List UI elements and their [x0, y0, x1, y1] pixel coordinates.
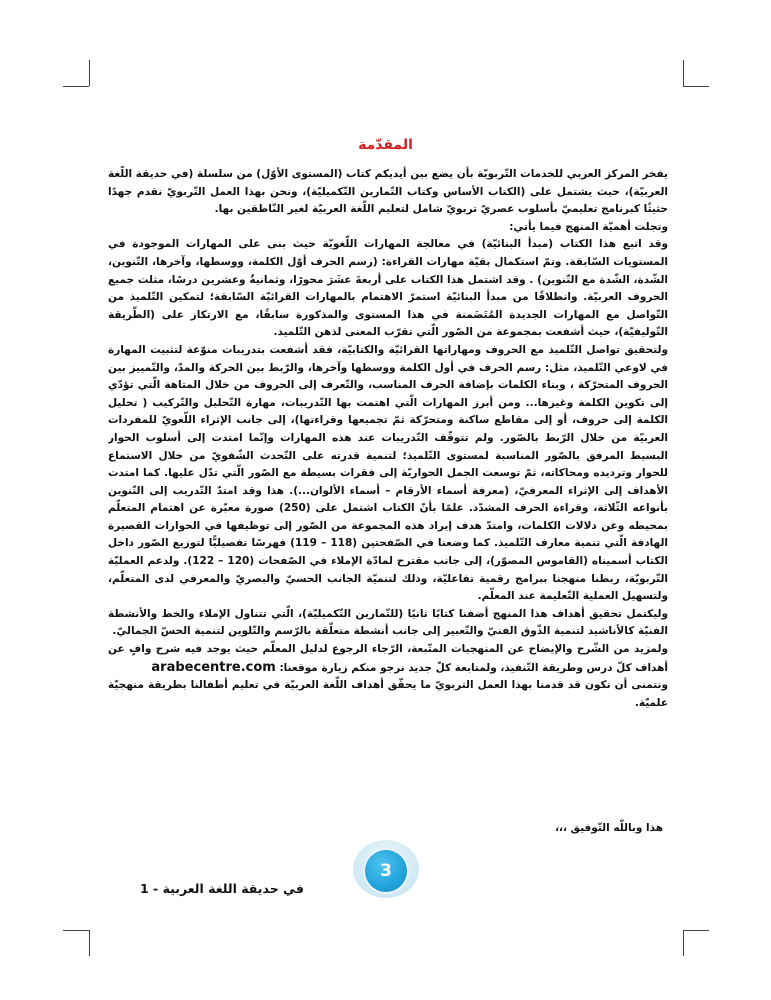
website-link[interactable]: arabecentre.com: [151, 659, 276, 675]
paragraph-second-book: وليكتمل تحقيق أهداف هذا المنهج أضفنا كتابًا ثانيًا (للتّمارين التّكميليّة)، الّتي تتناول الإملاء والخط والأنشطة الفنيّة كالأناشيد لتنمية الذّوق الفنيّ والتّعبير إلى جانب أنشطة متعلّقة بالرّسم والتّلوين لتنمية الحسّ الجماليّ.: [108, 607, 668, 638]
paragraph-closing: ونتمنى أن نكون قد قدمنا بهذا العمل التربويّ ما يحقّق أهداف اللّغة العربيّة في تعليم أطفالنا بطريقة منهجيّة علميّة.: [108, 679, 668, 709]
paragraph-method: وقد اتبع هذا الكتاب (مبدأ البنائيّة) في معالجة المهارات اللّغويّة حيث بنى على المهارات الموجودة في المستويات السّابقة. وتمّ استكمال بقيّة مهارات القراءة: (رسم الحرف أوّل الكلمة، ووسطها، وآخرها، التّنوين، الشّدة، الشّدة مع التّنوين) . وقد اشتمل هذا الكتاب على أربعةَ عشَرَ محورًا، وثمانيةٌ وعشرين درسًا، مثلت جميع الحروف العربيّة. وانطلاقًا من مبدأ البنائيّة استمرّ الاهتمام بالمهارات القرائيّة السّابقة؛ لتمكين التّلميذ من التّواصل مع المهارات الجديدة المُتَضَمنة في هذا المستوى والمذكورة سابقًا، مع الارتكاز على (الطّريقة التّوليفيّة)، حيث أشفعت بمجموعة من الصّور الّتي تقرّب المعنى لذهن التّلميذ.: [108, 238, 668, 339]
crop-mark: [683, 930, 684, 956]
paragraph-intro: يفخر المركز العربي للخدمات التّربويّة بأن يضع بين أيديكم كتاب (المستوى الأوّل) من سلسلة (في حديقة اللّغة العربيّة)، حيث يشتمل على (الكتاب الأساس وكتاب التّمارين التّكميليّة)، ونحن بهذا العمل التّربويّ نقدم جهدًا حثيثًا كبرنامج تعليميّ بأسلوب عصريّ تربويّ شامل لتعليم اللّغة العربيّة لغير النّاطقين بها.: [108, 168, 668, 216]
crop-mark: [683, 930, 709, 931]
book-title-footer: في حديقة اللغة العربية - 1: [140, 881, 304, 896]
crop-mark: [683, 60, 684, 86]
paragraph-importance: وتجلت أهميّة المنهج فيما يأتي:: [509, 220, 668, 233]
crop-mark: [683, 86, 709, 87]
page-title: المقدّمة: [358, 137, 413, 153]
crop-mark: [63, 86, 89, 87]
crop-mark: [89, 930, 90, 956]
paragraph-exercises: ولتحقيق تواصل التّلميذ مع الحروف ومهاراتها القرائيّة والكتابيّة، فقد أشفعت بتدريبات منوّعة لتثبيت المهارة في لاوعي التّلميذ، مثل: رسم الحرف في أول الكلمة ووسطها وآخرها، والرّبط بين الحركة والمدّ، والتّمييز بين الحروف المتحرّكة ، وبناء الكلمات بإضافة الحرف المناسب، والتّعرف إلى الحروف من خلال المتاهة الّتي تؤدّي إلى تكوين الكلمة وغيرها... ومن أبرز المهارات الّتي اهتمت بها التّدريبات، مهارة التّحليل والتّركيب ( تحليل الكلمة إلى حروف، أو إلى مقاطع ساكنة ومتحرّكة ثمّ تجميعها وقراءتها)، إلى جانب الإثراء اللّغويّ للمفردات العربيّة من خلال الرّبط بالصّور. ولم تتوقّف التّدريبات عند هذه المهارات وإنّما امتدت إلى أسلوب الحوار البسيط المرفق بالصّور المناسبة لمستوى التّلميذ؛ لتنمية قدرته على التّحدث الشّفويّ من خلال الاستماع للحوار وترديده ومحاكاته، ثمّ توسعت الجمل الحواريّة إلى فقرات بسيطة مع الصّور الّتي تدّل عليها. كما امتدت الأهداف إلى الإثراء المعرفيّ، (معرفة أسماء الأرقام – أسماء الألوان...). هذا وقد امتدّ التّدريب إلى التّنوين بأنواعه الثّلاثة، وقراءة الحرف المشدّد. علمًا بأنّ الكتاب اشتمل على (250) صورة معبّرة عن اهتمام المتعلّم بمحيطه وعن دلالات الكلمات، وامتدّ هدف إيراد هذه المجموعة من الصّور إلى توظيفها في الحوارات القصيرة الهادفة الّتي تنمية معارف التّلميذ. كما وضعنا في الصّفحتين (118 – 119) فهرسًا تفصيليًّا لتوزيع الصّور داخل الكتاب أسميناه (القاموس المصوّر)، إلى جانب مقترح لمادّة الإملاء في الصّفحات (120 – 122). ولدعم العمليّة التّربويّة، ربطنا منهجنا ببرامج رقمية تفاعليّة، وذلك لتنميّة الجانب الحسيّ والبصريّ والمعرفي لدى المتعلّم، ولتسهيل العملية التّعليمة عند المعلّم.: [108, 343, 668, 603]
signoff: هذا وباللّه التّوفيق ،،،: [555, 822, 663, 834]
page-number-badge: 3: [365, 850, 407, 892]
guide-text: ولمزيد من الشّرح والإيضاح عن المنهجيات المتّبعة، الرّجاء الرجوع لدليل المعلّم حيث يوجد فيه شرح وافٍ عن أهداف كلّ درس وطريقة التّنفيذ، ولمتابعة كلّ جديد نرجو منكم زيارة موقعنا:: [108, 643, 668, 674]
paragraph-guide: [108, 641, 668, 677]
body-text: [108, 166, 668, 846]
crop-mark: [89, 60, 90, 86]
crop-mark: [63, 930, 89, 931]
